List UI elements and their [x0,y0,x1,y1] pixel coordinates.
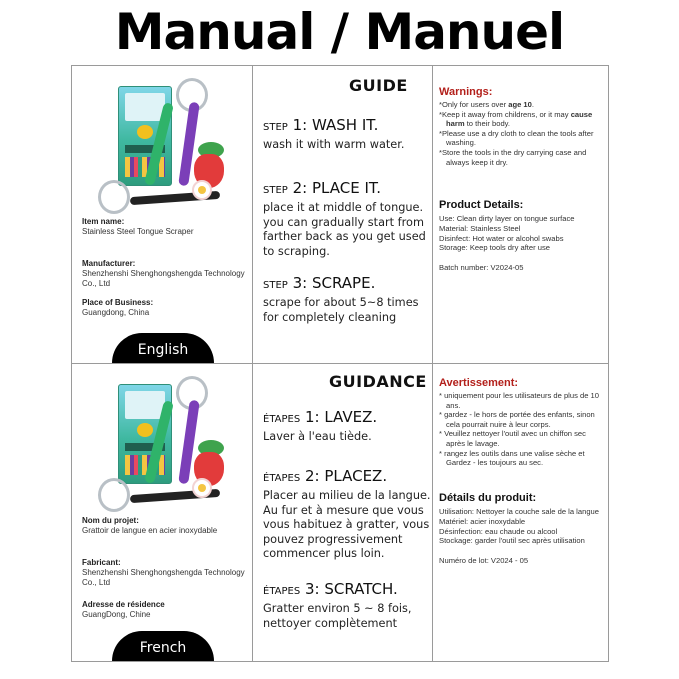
guide-heading: GUIDANCE [329,372,427,391]
details-block [439,492,605,565]
item-name-label: Nom du projet: [82,516,139,525]
warnings-block [439,377,605,468]
step-1-body: Laver à l'eau tiède. [263,430,372,443]
step-1-body: wash it with warm water. [263,138,405,151]
language-badge-french: French [112,631,214,661]
place-block [82,298,252,318]
page-title: Manual / Manuel [114,3,565,61]
step-2-body: Placer au milieu de la langue. Au fur et à mesure que vous vous habituez à gratter, vous pouvez progressivement commencer plus loin. [263,489,431,560]
flower-decoration [192,180,212,200]
detail-item: Use: Clean dirty layer on tongue surface [439,214,575,223]
item-name-label: Item name: [82,217,125,226]
place-value: GuangDong, Chine [82,610,151,619]
flower-decoration [192,478,212,498]
step-2: ÉTAPES 2: PLACEZ. Placer au milieu de la langue. Au fur et à mesure que vous vous habituez à gratter, vous pouvez progressivement commencer plus loin. [263,467,433,562]
scraper-loop [98,180,130,214]
manufacturer-label: Manufacturer: [82,259,136,268]
warning-item: * uniquement pour les utilisateurs de plus de 10 ans. [439,391,599,410]
english-product-cell [72,66,252,363]
details-block [439,199,605,272]
guide-heading: GUIDE [349,76,408,95]
detail-item: Utilisation: Nettoyer la couche sale de la langue [439,507,599,516]
place-label: Place of Business: [82,298,154,307]
manufacturer-block [82,558,252,588]
warnings-heading: Warnings: [439,86,493,98]
step-2: STEP 2: PLACE IT. place it at middle of tongue. you can gradually start from farther back as you get used to scraping. [263,179,433,259]
item-name-value: Stainless Steel Tongue Scraper [82,227,194,236]
scraper-loop [98,478,130,512]
step-1: STEP 1: WASH IT. wash it with warm water. [263,116,433,153]
warnings-heading: Avertissement: [439,377,519,389]
detail-item: Material: Stainless Steel [439,223,521,233]
warnings-block [439,86,605,167]
language-badge-english: English [112,333,214,363]
product-image [94,76,234,226]
english-details-cell [433,66,610,363]
manufacturer-label: Fabricant: [82,558,121,567]
item-name-value: Grattoir de langue en acier inoxydable [82,526,218,535]
detail-item: Disinfect: Hot water or alcohol swabs [439,233,564,243]
warning-item: *Store the tools in the dry carrying case and always keep it dry. [439,147,587,167]
warning-item: * Veuillez nettoyer l'outil avec un chiffon sec après le lavage. [439,429,586,448]
english-guide-cell [253,66,432,363]
warning-item: *Only for users over age 10. [439,100,534,109]
batch-number: Numéro de lot: V2024 - 05 [439,556,529,566]
warning-item: *Keep it away from childrens, or it may cause harm to their body. [439,109,593,129]
french-product-cell [72,364,252,661]
detail-item: Stockage: garder l'outil sec après utilisation [439,536,585,546]
warning-item: *Please use a dry cloth to clean the tools after washing. [439,128,594,148]
step-2-body: place it at middle of tongue. you can gradually start from farther back as you get used to scraping. [263,201,426,258]
manufacturer-value: Shenzhenshi Shenghongshengda Technology Co., Ltd [82,269,245,288]
warning-item: * rangez les outils dans une valise sèche et Gardez - les toujours au sec. [439,448,585,468]
french-details-cell [433,364,610,661]
details-heading: Product Details: [439,199,524,211]
details-heading: Détails du produit: [439,492,537,504]
item-name-block [82,217,252,237]
step-3-body: Gratter environ 5 ~ 8 fois, nettoyer complètement [263,602,412,630]
step-3: STEP 3: SCRAPE. scrape for about 5~8 times for completely cleaning [263,274,433,325]
place-value: Guangdong, China [82,308,150,317]
detail-item: Storage: Keep tools dry after use [439,243,551,253]
product-image [94,374,234,524]
warning-item: * gardez - le hors de portée des enfants, sinon cela pourrait nuire à leur corps. [439,410,595,429]
step-3: ÉTAPES 3: SCRATCH. Gratter environ 5 ~ 8 fois, nettoyer complètement [263,580,433,631]
place-label: Adresse de résidence [82,600,165,609]
detail-item: Matériel: acier inoxydable [439,516,526,526]
french-guide-cell [253,364,432,661]
step-3-body: scrape for about 5~8 times for completely cleaning [263,296,419,324]
manual-grid [71,65,609,662]
step-1: ÉTAPES 1: LAVEZ. Laver à l'eau tiède. [263,408,433,445]
place-block [82,600,252,620]
manufacturer-block [82,259,252,289]
item-name-block [82,516,252,536]
batch-number: Batch number: V2024-05 [439,263,524,273]
detail-item: Désinfection: eau chaude ou alcool [439,526,558,536]
manufacturer-value: Shenzhenshi Shenghongshengda Technology Co., Ltd [82,568,245,587]
